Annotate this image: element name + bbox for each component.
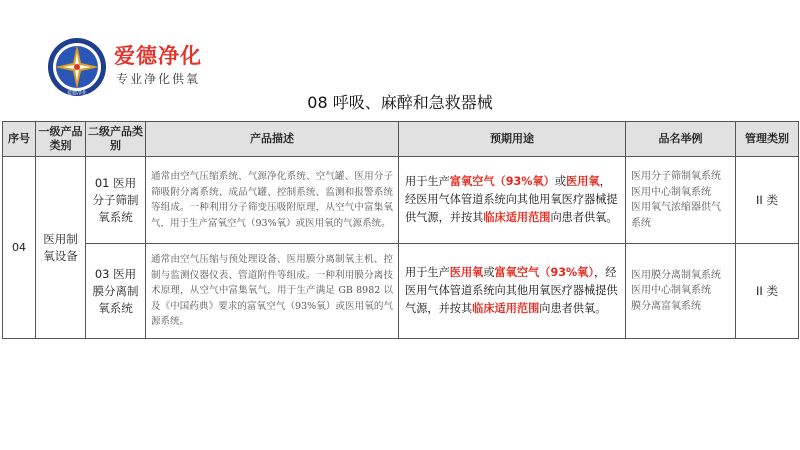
use-highlight: 临床适用范围 [483,211,551,224]
classification-table [2,121,799,339]
logo-text: 爱德净化 [66,90,88,97]
product-names-cell [626,244,736,339]
level1-cell: 医用制氧设备 [36,157,86,339]
product-name: 医用分子筛制氧系统 [631,171,721,182]
use-highlight: 医用氧 [566,175,600,188]
header-use: 预期用途 [399,122,626,157]
product-name: 医用膜分离制氧系统 [631,269,721,281]
product-name: 膜分离富氧系统 [631,300,701,312]
table-row [3,157,799,244]
header-desc: 产品描述 [146,122,399,157]
page-title: 08 呼吸、麻醉和急救器械 [307,93,493,112]
description-cell: 通常由空气压缩系统、气源净化系统、空气罐、医用分子筛吸附分离系统、成品气罐、控制系统、监测和报警系统等组成。一种利用分子筛变压吸附原理，从空气中富集氧气，用于生产富氧空气（93%氧）或医用氧的气源系统。 [146,157,399,244]
product-name: 医用氧气浓缩器供气系统 [631,202,721,229]
management-class-cell: II 类 [736,244,799,339]
brand-name: 爱德净化 [114,44,202,68]
header-level1: 一级产品类别 [36,122,86,157]
use-text: ，经医用气体管道系统向其他用氧医疗器械提供气源，并按其 [405,175,618,224]
product-name: 医用中心制氧系统 [631,285,711,297]
use-highlight: 富氧空气（93%氧） [494,266,595,279]
seq-cell: 04 [3,157,36,339]
use-highlight: 临床适用范围 [472,302,540,315]
use-text: 或 [554,175,567,188]
product-names-cell [626,157,736,244]
use-text: 向患者供氧。 [550,211,618,224]
table-row [3,244,799,339]
level2-cell: 03 医用膜分离制氧系统 [86,244,146,339]
use-highlight: 富氧空气（93%氧） [449,175,555,188]
use-text: ，经医用气体管道系统向其他用氧医疗器械提供气源，并按其 [405,266,618,315]
use-text: 或 [483,266,495,279]
product-name: 医用中心制氧系统 [631,186,711,198]
intended-use-cell [399,157,626,244]
use-text: 向患者供氧。 [539,302,607,315]
description-cell: 通常由空气压缩与预处理设备、医用膜分离制氧主机、控制与监测仪器仪表、管道附件等组成。一种利用膜分离技术原理，从空气中富集氧气，用于生产满足 GB 8982 以及《中国药典》要求的富氧空气（93%氧）或医用氧的气源系统。 [146,244,399,339]
brand-tagline: 专业净化供氧 [116,72,201,86]
table-header-row [3,122,799,157]
header-seq: 序号 [3,122,36,157]
use-text: 用于生产 [405,175,450,188]
header-names: 品名举例 [626,122,736,157]
use-highlight: 医用氧 [449,266,484,279]
use-text: 用于生产 [405,266,450,279]
management-class-cell: II 类 [736,157,799,244]
header-mgmt: 管理类别 [736,122,799,157]
level2-cell: 01 医用分子筛制氧系统 [86,157,146,244]
intended-use-cell [399,244,626,339]
company-logo-icon [46,36,108,98]
header-level2: 二级产品类别 [86,122,146,157]
